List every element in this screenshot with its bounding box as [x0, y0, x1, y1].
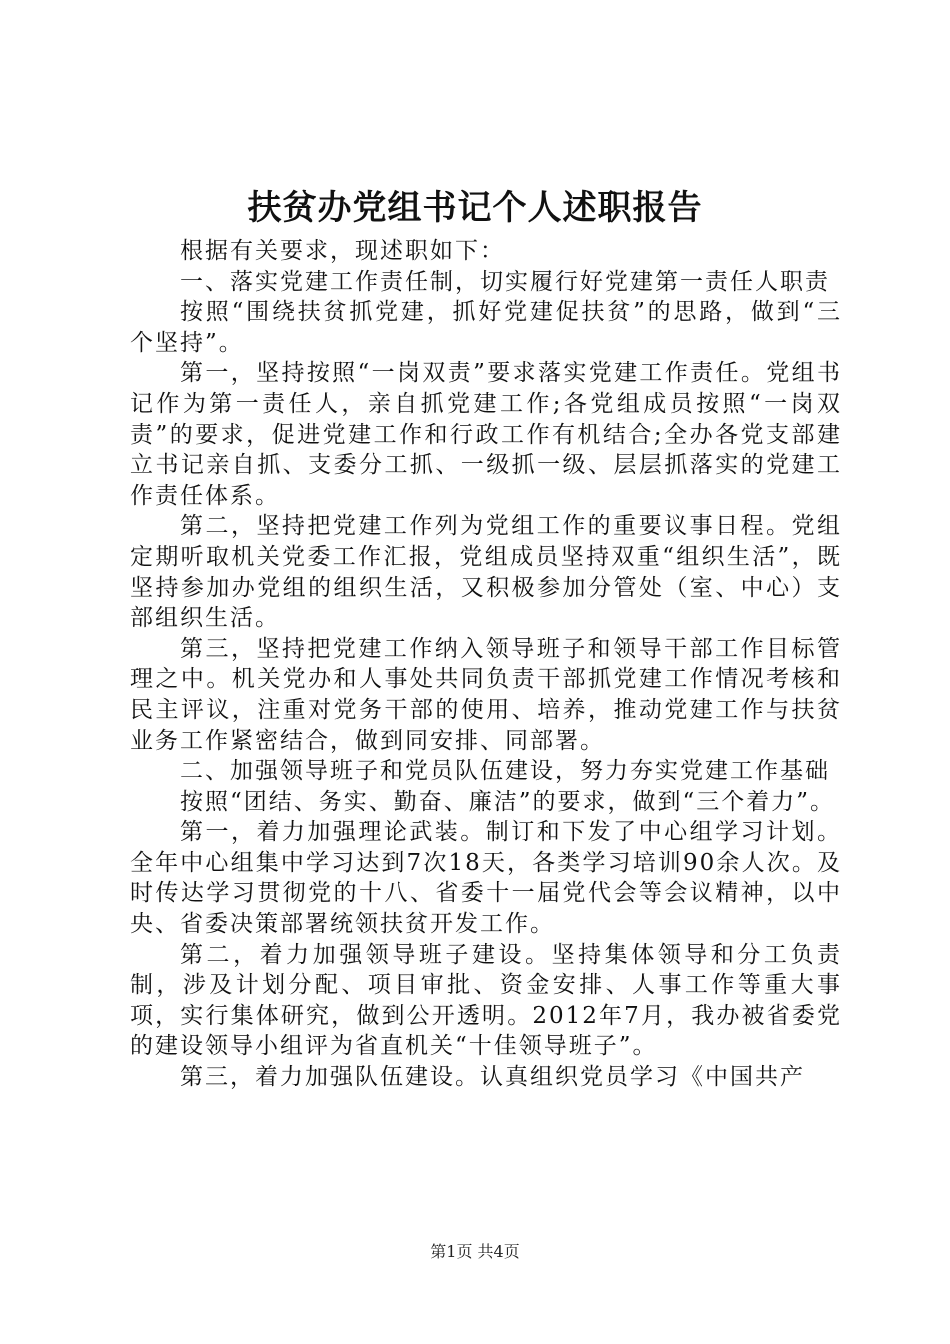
section-heading: 二、加强领导班子和党员队伍建设，努力夯实党建工作基础 [180, 758, 830, 785]
paragraph: 按照“团结、务实、勤奋、廉洁”的要求，做到“三个着力”。 [180, 788, 836, 815]
page-number-footer: 第1页 共4页 [430, 1242, 520, 1261]
paragraph: 第一，着力加强理论武装。制订和下发了中心组学习计划。全年中心组集中学习达到7次18天，各类学习培训90余人次。及时传达学习贯彻党的十八、省委十一届党代会等会议精神，以中央、省委决策部署统领扶贫开发工作。 [130, 819, 842, 938]
paragraph: 根据有关要求，现述职如下： [180, 238, 505, 264]
paragraph: 按照“围绕扶贫抓党建，抓好党建促扶贫”的思路，做到“三个坚持”。 [130, 299, 842, 356]
document-body [130, 236, 842, 1093]
section-heading: 一、落实党建工作责任制，切实履行好党建第一责任人职责 [180, 268, 830, 295]
paragraph: 第二，着力加强领导班子建设。坚持集体领导和分工负责制，涉及计划分配、项目审批、资金安排、人事工作等重大事项，实行集体研究，做到公开透明。2012年7月，我办被省委党的建设领导小组评为省直机关“十佳领导班子”。 [130, 941, 842, 1060]
document-title: 扶贫办党组书记个人述职报告 [247, 188, 703, 228]
paragraph: 第一，坚持按照“一岗双责”要求落实党建工作责任。党组书记作为第一责任人，亲自抓党建工作;各党组成员按照“一岗双责”的要求，促进党建工作和行政工作有机结合;全办各党支部建立书记亲自抓、支委分工抓、一级抓一级、层层抓落实的党建工作责任体系。 [130, 360, 842, 509]
paragraph: 第三，坚持把党建工作纳入领导班子和领导干部工作目标管理之中。机关党办和人事处共同负责干部抓党建工作情况考核和民主评议，注重对党务干部的使用、培养，推动党建工作与扶贫业务工作紧密结合，做到同安排、同部署。 [130, 635, 842, 754]
paragraph: 第三，着力加强队伍建设。认真组织党员学习《中国共产 [180, 1064, 805, 1091]
paragraph: 第二，坚持把党建工作列为党组工作的重要议事日程。党组定期听取机关党委工作汇报，党组成员坚持双重“组织生活”，既坚持参加办党组的组织生活，又积极参加分管处（室、中心）支部组织生活。 [130, 513, 842, 632]
